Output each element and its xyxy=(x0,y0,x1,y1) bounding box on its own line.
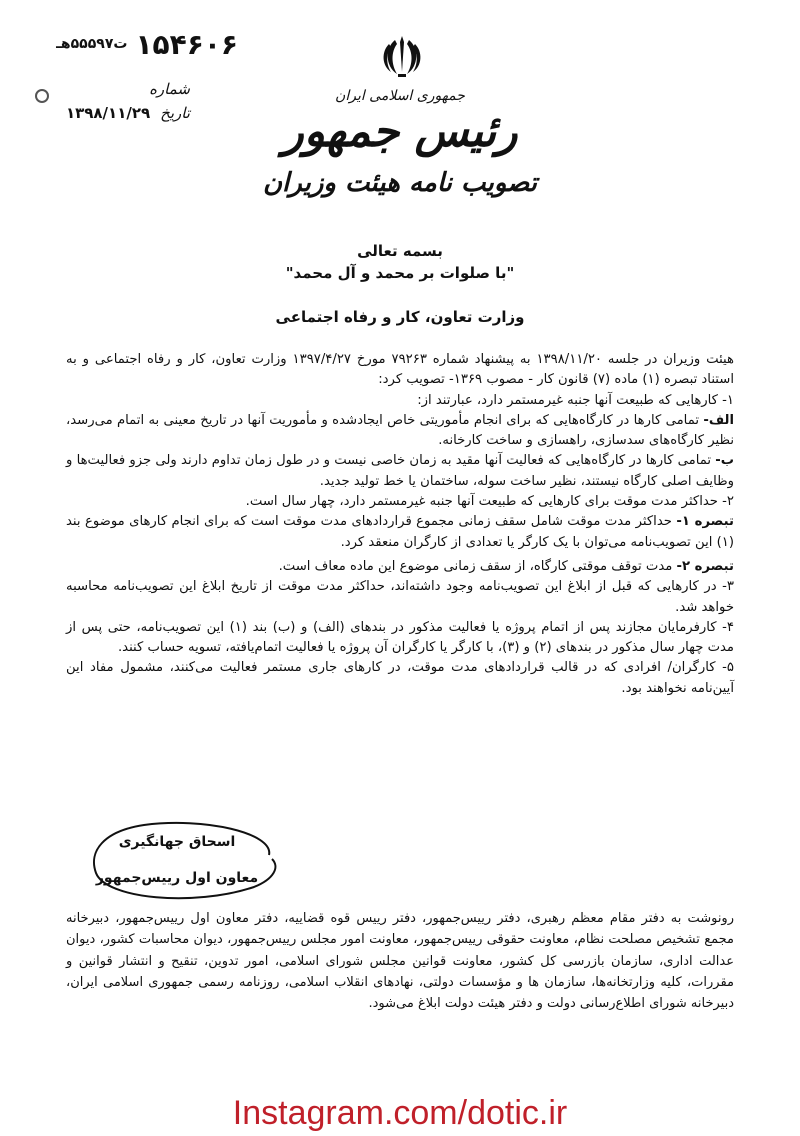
item-4: ۴- کارفرمایان مجازند پس از اتمام پروژه یا فعالیت مذکور در بندهای (الف) و (ب) بند (۱) این تصویب‌نامه، حتی پس از مدت چهار سال مذکور در بندهای (۲) و (۳)، با کارگر یا کارگران آن پروژه یا فعالیت اتمام‌یافته، تسویه حساب کنند. xyxy=(66,619,734,656)
note-1-label: تبصره ۱- xyxy=(676,514,734,530)
resolution-body xyxy=(66,350,734,699)
registration-number: ۱۵۴۶۰۶ xyxy=(135,27,238,61)
date-value: ۱۳۹۸/۱۱/۲۹ xyxy=(65,104,151,122)
note-2-text: مدت توقف موقتی کارگاه، از سقف زمانی موضوع این ماده معاف است. xyxy=(278,558,673,574)
date-row xyxy=(20,104,190,128)
item-1b xyxy=(66,451,734,492)
signer-title: معاون اول رییس‌جمهور xyxy=(95,870,259,886)
number-label: شماره xyxy=(149,80,190,98)
item-1b-text: تمامی کارها در کارگاه‌هایی که فعالیت آنها مقید به زمان خاصی نیست و در طول زمان تداوم دارند ولی جزو فعالیت‌ها و وظایف اصلی کارگاه نیستند، نظیر ساخت سوله، ساختمان یا خط تولید جدید. xyxy=(66,453,734,489)
basmala: بسمه تعالی xyxy=(357,242,443,260)
number-row xyxy=(20,80,190,104)
registration-code: ت۵۵۵۹۷هـ xyxy=(56,36,128,52)
item-1a-label: الف- xyxy=(703,412,734,428)
intro-paragraph: هیئت وزیران در جلسه ۱۳۹۸/۱۱/۲۰ به پیشنهاد شماره ۷۹۲۶۳ مورخ ۱۳۹۷/۴/۲۷ وزارت تعاون، کار و رفاه اجتماعی و به استناد تبصره (۱) ماده (۷) قانون کار - مصوب ۱۳۶۹- تصویب کرد: xyxy=(66,352,734,388)
republic-title: جمهوری اسلامی ایران xyxy=(335,88,465,104)
item-1: ۱- کارهایی که طبیعت آنها جنبه غیرمستمر دارد، عبارتند از: xyxy=(417,392,734,408)
note-1 xyxy=(66,512,734,553)
president-title: رئیس جمهور xyxy=(282,106,518,157)
item-1a-text: تمامی کارها در کارگاه‌هایی که برای انجام مأموریتی خاص ایجادشده و مأموریت آنها در تاریخ معینی به اتمام می‌رسد، نظیر کارگاه‌های سدسازی، راهسازی و ساخت کارخانه. xyxy=(66,412,734,449)
iran-emblem-icon xyxy=(377,32,427,82)
cc-paragraph: رونوشت به دفتر مقام معظم رهبری، دفتر رییس‌جمهور، دفتر رییس قوه قضاییه، دفتر معاون اول رییس‌جمهور، دبیرخانه مجمع تشخیص مصلحت نظام، معاونت حقوقی رییس‌جمهور، معاونت امور مجلس رییس‌جمهور، دیوان محاسبات کشور، دیوان عدالت اداری، سازمان بازرسی کل کشور، معاونت قوانین مجلس شورای اسلامی، امور تدوین، تنقیح و انتشار قوانین و مقررات، کلیه وزارتخانه‌ها، سازمان ها و مؤسسات دولتی، نهادهای انقلاب اسلامی، روزنامه رسمی جمهوری اسلامی ایران، دبیرخانه شورای اطلاع‌رسانی دولت و دفتر هیئت دولت ابلاغ می‌شود. xyxy=(66,911,734,1012)
item-1b-label: ب- xyxy=(715,453,734,469)
item-2: ۲- حداکثر مدت موقت برای کارهایی که طبیعت آنها جنبه غیرمستمر دارد، چهار سال است. xyxy=(245,494,734,510)
item-3: ۳- در کارهایی که قبل از ابلاغ این تصویب‌نامه وجود داشته‌اند، حداکثر مدت موقت از تاریخ ابلاغ این تصویب‌نامه محاسبه خواهد شد. xyxy=(66,579,734,615)
signer-name: اسحاق جهانگیری xyxy=(118,834,236,850)
date-label: تاریخ xyxy=(160,104,190,122)
item-1a xyxy=(66,411,734,452)
note-1-text: حداکثر مدت موقت شامل سقف زمانی مجموع قراردادهای مدت موقت است که برای انجام کارهای موضوع بند (۱) این تصویب‌نامه می‌توان با یک کارگر یا تعدادی از کارگران منعقد کرد. xyxy=(66,514,734,550)
basmala-block xyxy=(250,240,550,284)
note-2 xyxy=(66,557,734,577)
ministry-title: وزارت تعاون، کار و رفاه اجتماعی xyxy=(275,308,525,326)
item-5: ۵- کارگران/ افرادی که در قالب قراردادهای مدت موقت، در کارهای جاری مستمر فعالیت می‌کنند، مشمول مفاد این آیین‌نامه نخواهند بود. xyxy=(66,660,734,696)
registration-stamp xyxy=(18,24,238,64)
meta-block xyxy=(20,80,190,128)
cabinet-title: تصویب نامه هیئت وزیران xyxy=(262,168,538,198)
signature-icon xyxy=(84,815,284,907)
watermark-link: Instagram.com/dotic.ir xyxy=(232,1094,568,1132)
note-2-label: تبصره ۲- xyxy=(676,558,734,574)
salawat: "با صلوات بر محمد و آل محمد" xyxy=(285,264,515,282)
